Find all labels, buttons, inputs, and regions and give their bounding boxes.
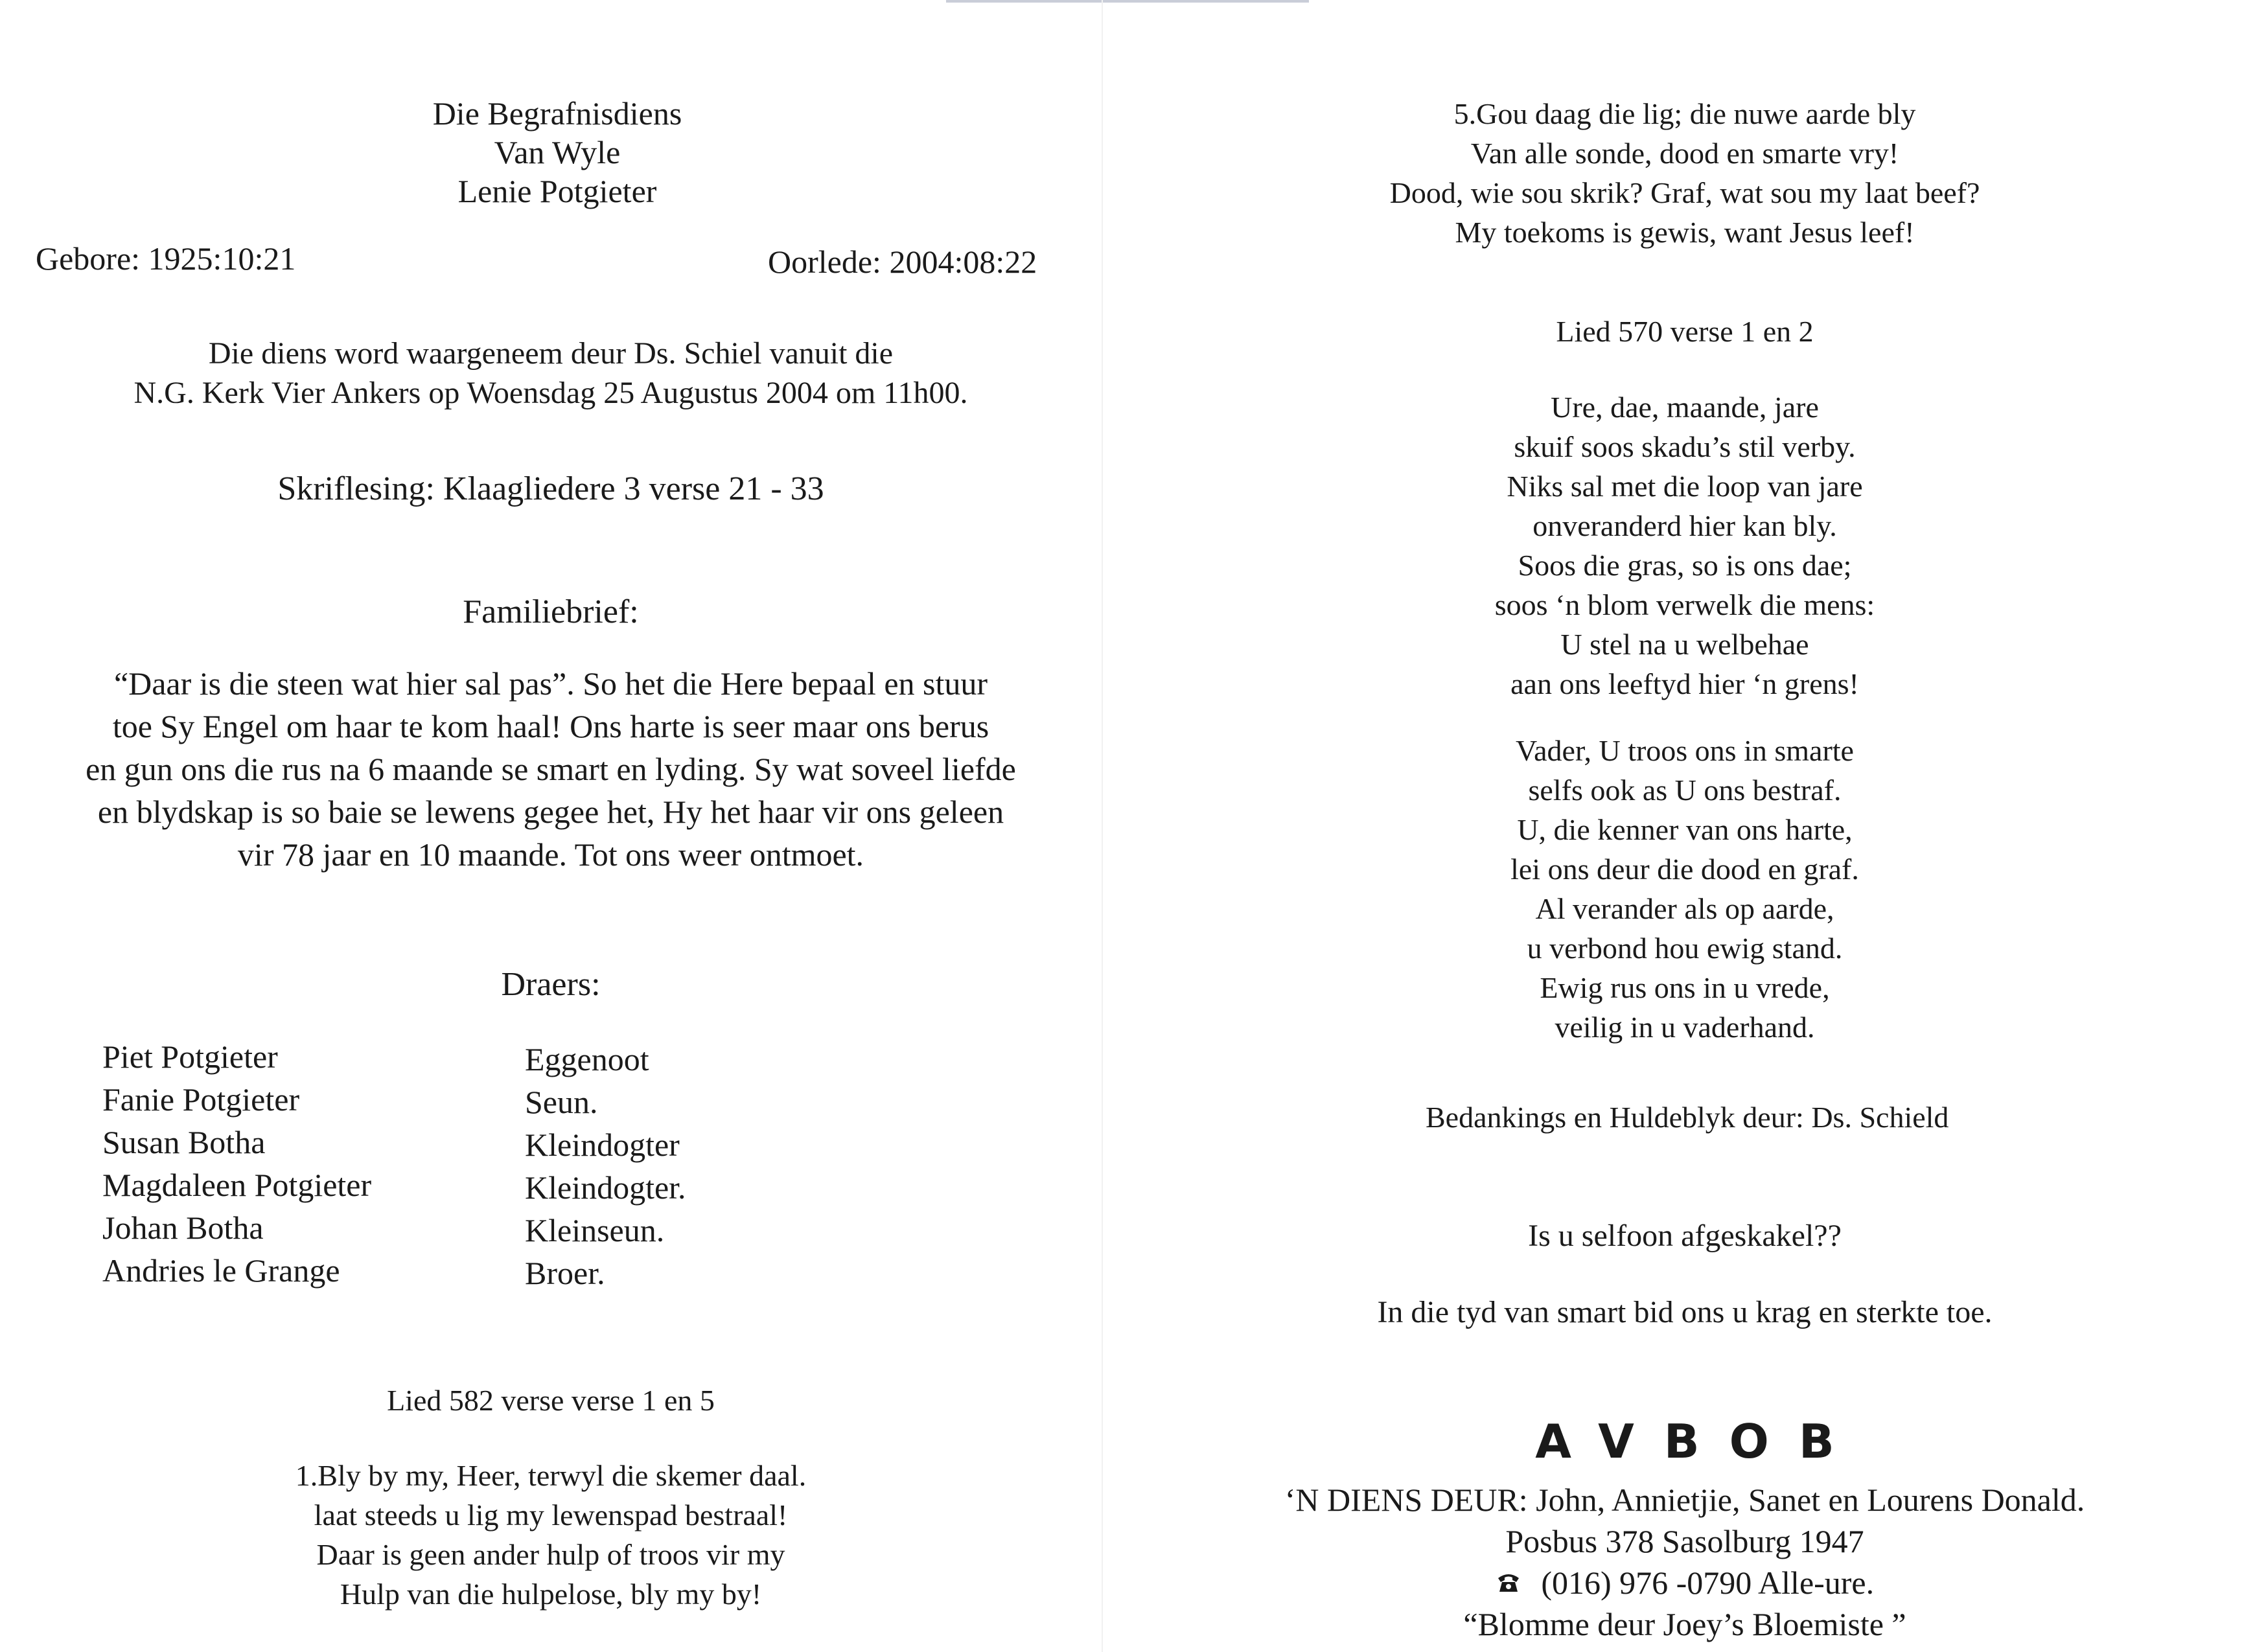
hymn-582-verse-1 (162, 1456, 940, 1614)
provider-phone: (016) 976 -0790 Alle-ure. (1541, 1565, 1875, 1601)
hymn-line: Soos die gras, so is ons dae; (1518, 549, 1852, 582)
family-letter-line: “Daar is die steen wat hier sal pas”. So het die Here bepaal en stuur (113, 665, 988, 702)
cellphone-notice: Is u selfoon afgeskakel?? (1528, 1219, 1842, 1253)
provider-address: Posbus 378 Sasolburg 1947 (1505, 1523, 1864, 1559)
died-label: Oorlede: (768, 244, 881, 280)
heading-line-1: Die Begrafnisdiens (432, 95, 682, 132)
hymn-570-verse-1 (1361, 387, 2009, 704)
funeral-provider-details (1199, 1479, 2171, 1645)
hymn-line: Vader, U troos ons in smarte (1516, 734, 1854, 767)
hymn-line: soos ‘n blom verwelk die mens: (1494, 588, 1875, 621)
bearer-name: Johan Botha (102, 1210, 264, 1246)
hymn-line: U stel na u welbehae (1560, 628, 1809, 661)
scripture-reading (162, 470, 940, 508)
hymn-line: Dood, wie sou skrik? Graf, wat sou my laat beef? (1389, 176, 1980, 209)
bearer-name: Fanie Potgieter (102, 1081, 300, 1118)
family-letter-line: en gun ons die rus na 6 maande se smart en lyding. Sy wat soveel liefde (86, 751, 1016, 787)
bearer-name: Andries le Grange (102, 1252, 340, 1289)
provider-service-line: ‘N DIENS DEUR: John, Annietjie, Sanet en Lourens Donald. (1284, 1482, 2085, 1518)
death-date-line (768, 243, 1037, 281)
hymn-line: 1.Bly by my, Heer, terwyl die skemer daal. (295, 1459, 807, 1492)
hymn-582-heading: Lied 582 verse verse 1 en 5 (387, 1384, 715, 1417)
avbob-logo-text: AVBOB (1535, 1414, 1864, 1469)
hymn-582-verse-5 (1296, 94, 2074, 252)
born-label: Gebore: (36, 240, 141, 277)
bearer-relation: Seun. (525, 1084, 598, 1120)
scripture-label: Skriflesing: (277, 470, 435, 507)
scripture-text: Klaagliedere 3 verse 21 - 33 (443, 470, 824, 507)
service-heading (298, 94, 816, 211)
hymn-line: U, die kenner van ons harte, (1517, 813, 1853, 846)
hymn-570-heading: Lied 570 verse 1 en 2 (1556, 315, 1814, 348)
hymn-line: onveranderd hier kan bly. (1532, 509, 1837, 542)
thanks-and-tribute (1426, 1100, 1949, 1134)
birth-date-line (36, 240, 295, 277)
hymn-line: Al verander als op aarde, (1535, 892, 1834, 925)
family-letter-line: vir 78 jaar en 10 maande. Tot ons weer ontmoet. (237, 836, 864, 873)
thanks-name: Ds. Schield (1811, 1101, 1949, 1134)
heading-line-2: Van Wyle (494, 134, 621, 170)
hymn-line: 5.Gou daag die lig; die nuwe aarde bly (1453, 97, 1916, 130)
hymn-line: aan ons leeftyd hier ‘n grens! (1510, 667, 1859, 700)
hymn-line: Daar is geen ander hulp of troos vir my (316, 1538, 785, 1571)
bearers-heading: Draers: (501, 966, 601, 1003)
hymn-line: Van alle sonde, dood en smarte vry! (1470, 137, 1899, 170)
bearer-relation: Eggenoot (525, 1041, 649, 1077)
hymn-line: selfs ook as U ons bestraf. (1528, 774, 1842, 807)
hymn-line: My toekoms is gewis, want Jesus leef! (1455, 216, 1915, 249)
hymn-line: laat steeds u lig my lewenspad bestraal! (314, 1498, 788, 1532)
prayer-line: In die tyd van smart bid ons u krag en sterkte toe. (1377, 1295, 1993, 1329)
hymn-line: Niks sal met die loop van jare (1507, 470, 1863, 503)
service-line-2: N.G. Kerk Vier Ankers op Woensdag 25 Augustus 2004 om 11h00. (133, 376, 968, 410)
florist-line: “Blomme deur Joey’s Bloemiste ” (1463, 1606, 1906, 1642)
hymn-line: veilig in u vaderhand. (1555, 1011, 1815, 1044)
service-line-1: Die diens word waargeneem deur Ds. Schiel vanuit die (208, 336, 894, 371)
family-letter-line: en blydskap is so baie se lewens gegee het, Hy het haar vir ons geleen (97, 794, 1004, 830)
service-details (97, 334, 1004, 413)
bearer-name: Susan Botha (102, 1124, 266, 1160)
hymn-line: u verbond hou ewig stand. (1527, 932, 1843, 965)
hymn-570-verse-2 (1361, 731, 2009, 1047)
died-date: 2004:08:22 (889, 244, 1037, 280)
deceased-name: Lenie Potgieter (457, 173, 657, 209)
bearer-relation: Broer. (525, 1255, 605, 1291)
bearer-name: Piet Potgieter (102, 1038, 278, 1075)
born-date: 1925:10:21 (148, 240, 296, 277)
bearer-relation: Kleinseun. (525, 1212, 665, 1248)
hymn-line: Ure, dae, maande, jare (1551, 391, 1819, 424)
hymn-line: lei ons deur die dood en graf. (1510, 853, 1859, 886)
hymn-line: Ewig rus ons in u vrede, (1540, 971, 1830, 1004)
telephone-icon (1496, 1562, 1521, 1603)
provider-phone-line (1199, 1562, 2171, 1603)
family-letter-heading: Familiebrief: (463, 593, 639, 630)
bearer-relation: Kleindogter (525, 1127, 680, 1163)
family-letter-text (52, 662, 1050, 876)
bearer-name: Magdaleen Potgieter (102, 1167, 372, 1203)
left-page (0, 0, 1102, 1652)
hymn-line: skuif soos skadu’s stil verby. (1514, 430, 1856, 463)
bearer-relation: Kleindogter. (525, 1169, 686, 1206)
family-letter-line: toe Sy Engel om haar te kom haal! Ons harte is seer maar ons berus (112, 708, 989, 744)
thanks-label: Bedankings en Huldeblyk deur: (1426, 1101, 1804, 1134)
right-page (1102, 0, 2255, 1652)
hymn-line: Hulp van die hulpelose, bly my by! (340, 1577, 762, 1611)
